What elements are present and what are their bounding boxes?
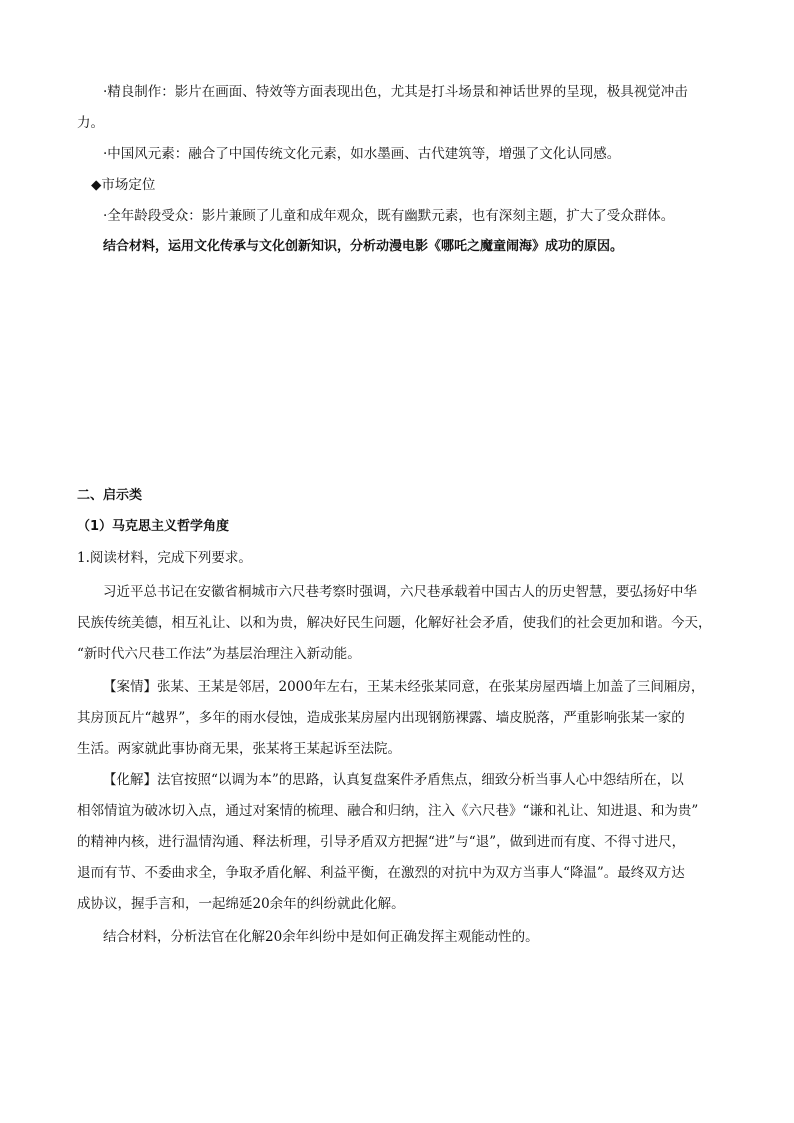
para-intro-line3: “新时代六尺巷工作法”为基层治理注入新动能。: [77, 646, 361, 662]
question-subjective-initiative: 结合材料，分析法官在化解20余年纠纷中是如何正确发挥主观能动性的。: [103, 929, 539, 945]
para-resolution-line5: 成协议，握手言和，一起绵延20余年的纠纷就此化解。: [77, 896, 405, 912]
bullet-chinese-elements: ·中国风元素：融合了中国传统文化元素，如水墨画、古代建筑等，增强了文化认同感。: [103, 146, 621, 162]
para-case-line2: 其房顶瓦片“越界”，多年的雨水侵蚀，造成张某房屋内出现钢筋裸露、墙皮脱落，严重影响张某一家的: [77, 710, 685, 726]
para-resolution-line1: 【化解】法官按照“以调为本”的思路，认真复盘案件矛盾焦点，细致分析当事人心中怨结所在，以: [103, 772, 684, 788]
para-resolution-line4: 退而有节、不委曲求全，争取矛盾化解、利益平衡，在激烈的对抗中为双方当事人“降温”。最终双方达: [77, 865, 685, 881]
item-instruction: 1.阅读材料，完成下列要求。: [77, 550, 252, 566]
heading-market-position: ◆市场定位: [91, 177, 156, 193]
para-resolution-line2: 相邻情谊为破冰切入点，通过对案情的梳理、融合和归纳，注入《六尺巷》“谦和礼让、知进退、和为贵”: [77, 803, 699, 819]
question-culture: 结合材料，运用文化传承与文化创新知识，分析动漫电影《哪吒之魔童闹海》成功的原因。: [103, 239, 624, 254]
para-intro-line2: 民族传统美德，相互礼让、以和为贵，解决好民生问题，化解好社会矛盾，使我们的社会更加和谐。今天，: [77, 615, 712, 631]
bullet-production-line1: ·精良制作：影片在画面、特效等方面表现出色，尤其是打斗场景和神话世界的呈现，极具视觉冲击: [103, 84, 688, 100]
subsection-title-philosophy: （1）马克思主义哲学角度: [77, 519, 230, 534]
section-title-inspiration: 二、启示类: [77, 488, 143, 503]
bullet-all-ages-audience: ·全年龄段受众：影片兼顾了儿童和成年观众，既有幽默元素，也有深刻主题，扩大了受众群体。: [103, 208, 675, 224]
para-case-line3: 生活。两家就此事协商无果，张某将王某起诉至法院。: [77, 741, 401, 757]
para-resolution-line3: 的精神内核，进行温情沟通、释法析理，引导矛盾双方把握“进”与“退”，做到进而有度、不得寸进尺，: [77, 834, 686, 850]
para-intro-line1: 习近平总书记在安徽省桐城市六尺巷考察时强调，六尺巷承载着中国古人的历史智慧，要弘扬好中华: [103, 584, 697, 600]
bullet-production-line2: 力。: [77, 115, 104, 131]
para-case-line1: 【案情】张某、王某是邻居，2000年左右，王某未经张某同意，在张某房屋西墙上加盖了三间厢房，: [103, 679, 705, 695]
